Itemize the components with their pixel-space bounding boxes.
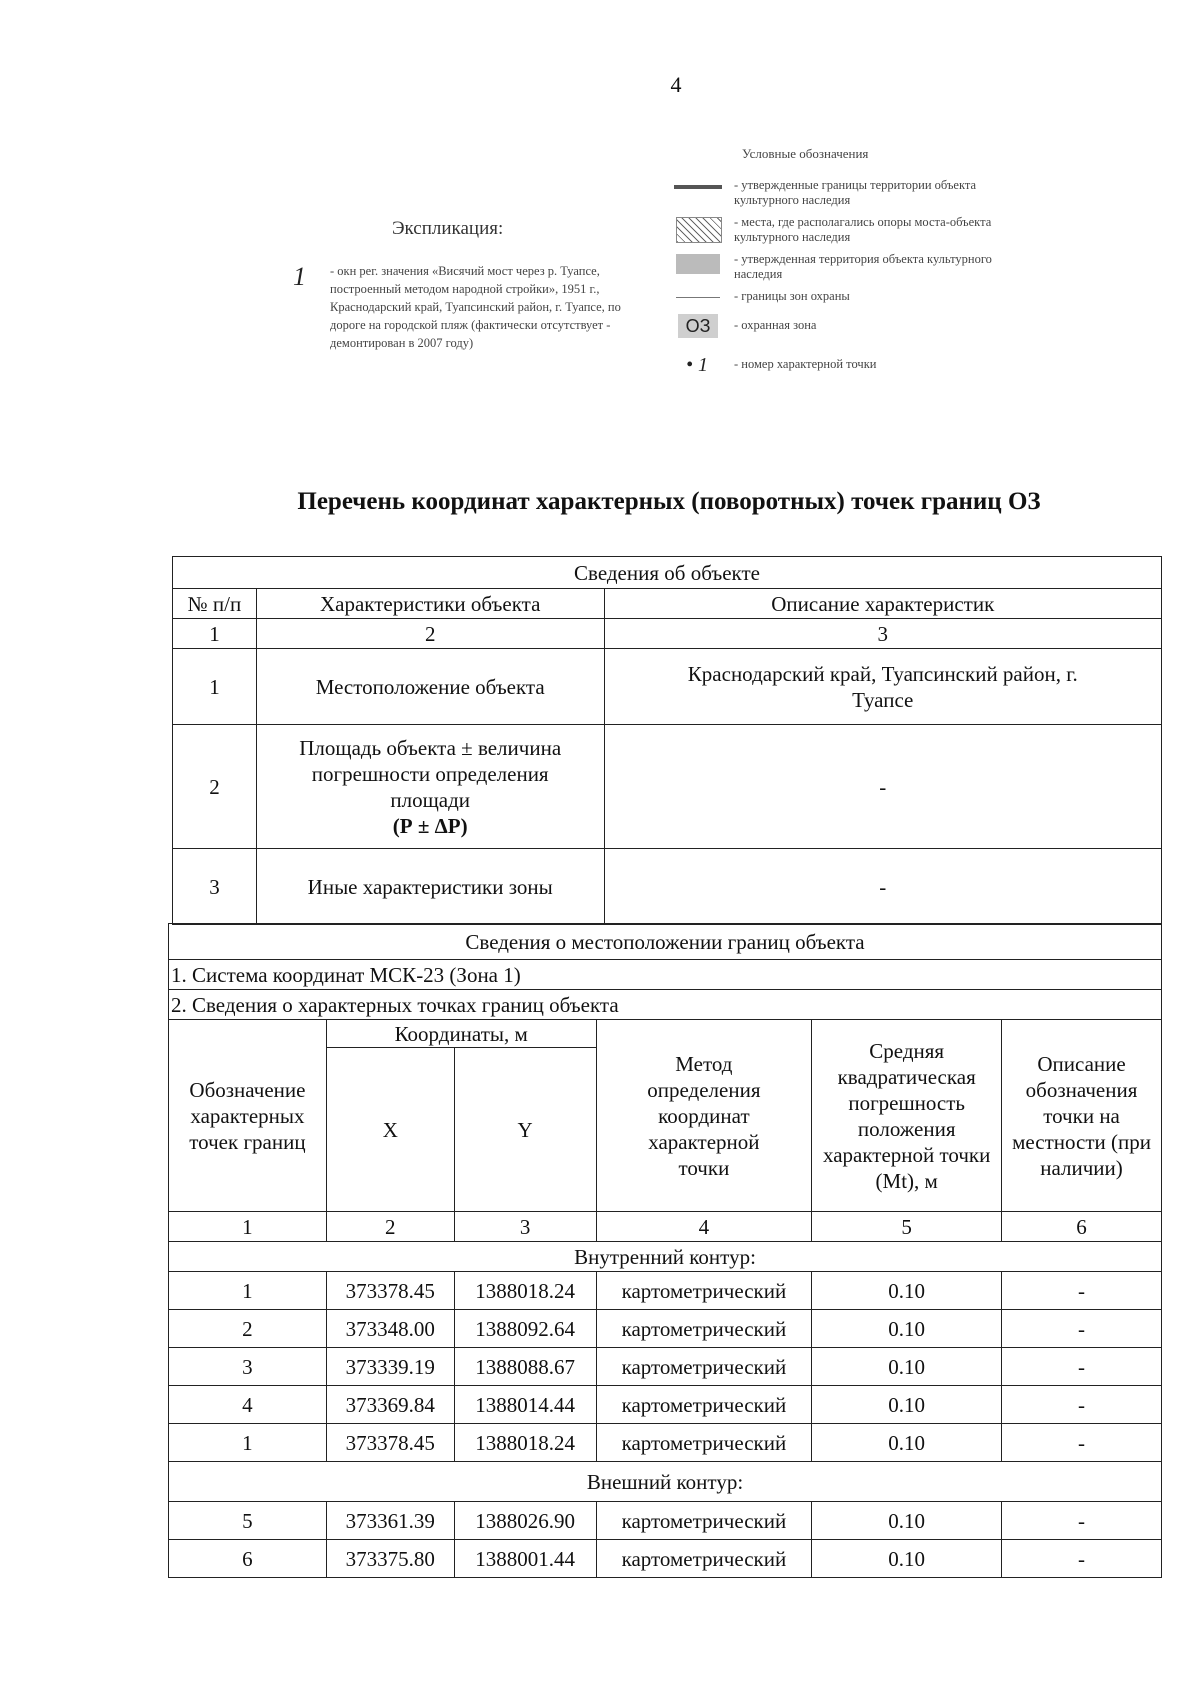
row-number: 1 [173,649,257,725]
table-row [169,1310,1162,1348]
legend-text: - охранная зона [734,318,817,332]
row-number: 2 [173,725,257,849]
method: картометрический [596,1272,812,1310]
table-row [169,1386,1162,1424]
error: 0.10 [812,1502,1002,1540]
header-x: X [326,1048,454,1212]
row-name: Площадь объекта ± величина погрешности определения площади [299,735,562,812]
method: картометрический [596,1386,812,1424]
x-value: 373361.39 [326,1502,454,1540]
x-value: 373375.80 [326,1540,454,1578]
x-value: 373378.45 [326,1272,454,1310]
page-title: Перечень координат характерных (поворотных) точек границ ОЗ [297,488,1041,515]
legend-text: - утвержденные границы территории объекта культурного наследия [734,178,977,207]
inner-contour-title: Внутренний контур: [169,1242,1162,1272]
description: - [1002,1310,1162,1348]
oz-label: ОЗ [678,314,718,338]
point-id: 3 [169,1348,327,1386]
header-description: Описание характеристик [604,589,1161,619]
description: - [1002,1348,1162,1386]
error: 0.10 [812,1540,1002,1578]
table-row [173,849,1162,925]
column-number: 1 [169,1212,327,1242]
object-info-table [172,556,1162,925]
row-name: Местоположение объекта [256,649,604,725]
error: 0.10 [812,1310,1002,1348]
row-name-formula: (Р ± ΔР) [392,813,468,838]
method: картометрический [596,1310,812,1348]
y-value: 1388088.67 [454,1348,596,1386]
legend-text: - номер характерной точки [734,357,877,371]
column-number: 5 [812,1212,1002,1242]
y-value: 1388018.24 [454,1272,596,1310]
outer-contour-title: Внешний контур: [169,1462,1162,1502]
column-number: 1 [173,619,257,649]
legend-text: - места, где располагались опоры моста-объекта культурного наследия [734,215,992,244]
legend-item [672,289,1012,307]
x-value: 373339.19 [326,1348,454,1386]
column-number: 4 [596,1212,812,1242]
point-id: 1 [169,1424,327,1462]
row-desc: - [604,849,1161,925]
coordinate-system: 1. Система координат МСК-23 (Зона 1) [169,960,1162,990]
column-number: 3 [454,1212,596,1242]
x-value: 373348.00 [326,1310,454,1348]
table-row [169,1272,1162,1310]
row-name-cell [256,725,604,849]
boundary-table [168,923,1162,1578]
fill-icon [672,252,724,282]
page-number: 4 [670,72,682,97]
header-characteristic: Характеристики объекта [256,589,604,619]
object-info-title: Сведения об объекте [173,557,1162,589]
description: - [1002,1424,1162,1462]
boundary-title: Сведения о местоположении границ объекта [169,924,1162,960]
description: - [1002,1502,1162,1540]
legend-title: Условные обозначения [742,146,869,161]
y-value: 1388014.44 [454,1386,596,1424]
point-id: 2 [169,1310,327,1348]
description: - [1002,1272,1162,1310]
legend-text: - границы зон охраны [734,289,850,303]
explication-marker: 1 [293,262,306,291]
method: картометрический [596,1540,812,1578]
x-value: 373378.45 [326,1424,454,1462]
error: 0.10 [812,1348,1002,1386]
legend-item [672,215,1012,245]
x-value: 373369.84 [326,1386,454,1424]
method: картометрический [596,1502,812,1540]
y-value: 1388001.44 [454,1540,596,1578]
column-number: 2 [256,619,604,649]
header-method: Метод определения координат характерной точки [596,1020,812,1212]
header-number: № п/п [173,589,257,619]
row-number: 3 [173,849,257,925]
error: 0.10 [812,1424,1002,1462]
column-number: 3 [604,619,1161,649]
legend-item [672,351,1012,381]
header-point-description: Описание обозначения точки на местности (при наличии) [1002,1020,1162,1212]
row-name: Иные характеристики зоны [256,849,604,925]
legend-item [672,314,1012,344]
error: 0.10 [812,1386,1002,1424]
table-row [169,1502,1162,1540]
legend-item [672,178,1012,208]
legend-text: - утвержденная территория объекта культурного наследия [734,252,992,281]
inner-contour-rows [169,1272,1162,1462]
row-desc: - [604,725,1161,849]
point-label: • 1 [686,354,709,376]
header-y: Y [454,1048,596,1212]
oz-icon [672,314,724,344]
row-desc: Краснодарский край, Туапсинский район, г. Туапсе [604,649,1161,725]
thin-line-icon [672,289,724,307]
table-row [169,1424,1162,1462]
point-id: 6 [169,1540,327,1578]
legend [672,178,1012,388]
explication-text: - окн рег. значения «Висячий мост через р. Туапсе, построенный методом народной стройки», 1951 г., Краснодарский край, Туапсинский район, г. Туапсе, по дороге на городской пляж (фактически отсутствует - демонтирован в 2007 году) [330,264,621,350]
point-id: 1 [169,1272,327,1310]
column-number: 6 [1002,1212,1162,1242]
table-row [169,1348,1162,1386]
header-error: Средняя квадратическая погрешность положения характерной точки (Mt), м [812,1020,1002,1212]
point-id: 5 [169,1502,327,1540]
description: - [1002,1386,1162,1424]
legend-item [672,252,1012,282]
header-point: Обозначение характерных точек границ [169,1020,327,1212]
description: - [1002,1540,1162,1578]
y-value: 1388092.64 [454,1310,596,1348]
point-icon [672,351,724,381]
table-row [169,1540,1162,1578]
explication-title: Экспликация: [392,218,504,239]
header-coordinates: Координаты, м [326,1020,596,1048]
error: 0.10 [812,1272,1002,1310]
hatch-icon [672,215,724,245]
y-value: 1388026.90 [454,1502,596,1540]
points-info-label: 2. Сведения о характерных точках границ объекта [169,990,1162,1020]
table-row [173,649,1162,725]
y-value: 1388018.24 [454,1424,596,1462]
thick-line-icon [672,178,724,208]
column-number: 2 [326,1212,454,1242]
method: картометрический [596,1424,812,1462]
outer-contour-rows [169,1502,1162,1578]
method: картометрический [596,1348,812,1386]
point-id: 4 [169,1386,327,1424]
table-row [173,725,1162,849]
